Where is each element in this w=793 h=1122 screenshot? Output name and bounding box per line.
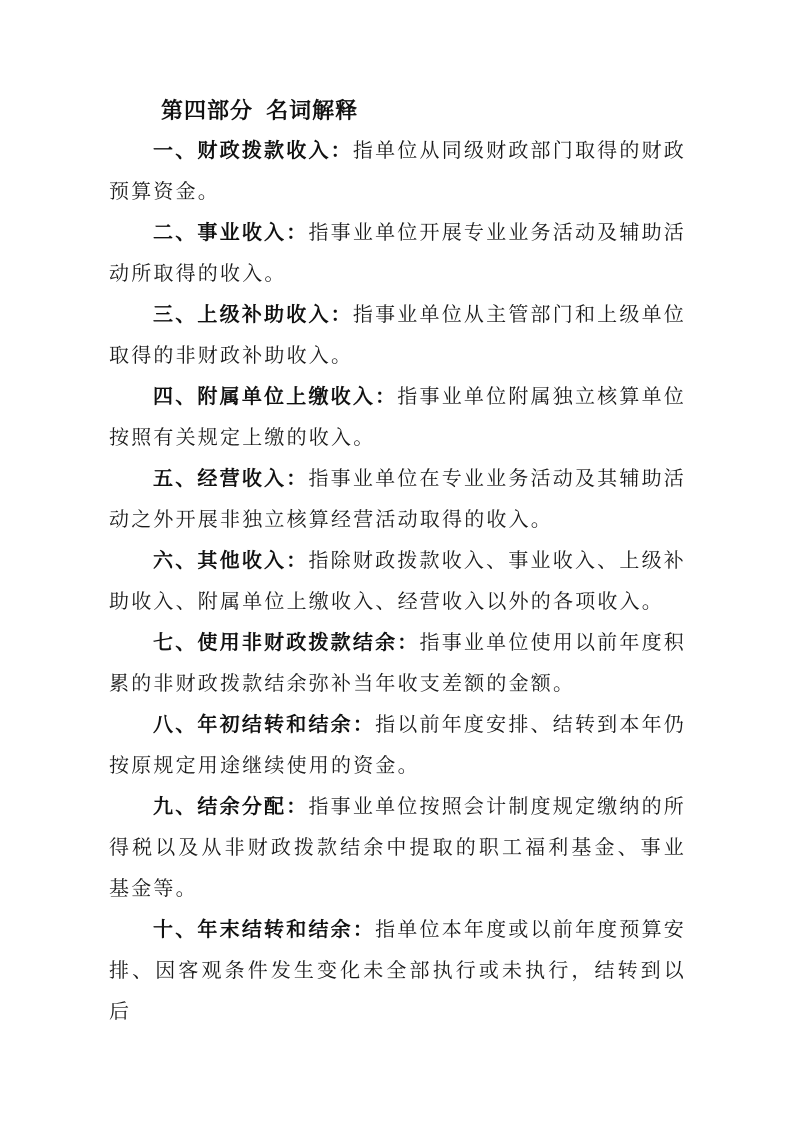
- page-content: [109, 90, 686, 1033]
- term-paragraph-5: [109, 459, 686, 541]
- term-definition-10: 指单位本年度或以前年度预算安排、因客观条件发生变化未全部执行或未执行，结转到以后: [109, 919, 686, 1023]
- term-name-10: 十、年末结转和结余：: [153, 919, 376, 941]
- term-paragraph-2: [109, 213, 686, 295]
- term-definition-7: 指事业单位使用以前年度积累的非财政拨款结余弥补当年收支差额的金额。: [109, 632, 686, 695]
- term-paragraph-3: [109, 295, 686, 377]
- term-paragraph-8: [109, 705, 686, 787]
- term-paragraph-1: [109, 131, 686, 213]
- term-definition-2: 指事业单位开展专业业务活动及辅助活动所取得的收入。: [109, 222, 686, 285]
- term-name-7: 七、使用非财政拨款结余：: [153, 632, 420, 654]
- term-definition-6: 指除财政拨款收入、事业收入、上级补助收入、附属单位上缴收入、经营收入以外的各项收入。: [109, 550, 686, 613]
- term-paragraph-9: [109, 787, 686, 910]
- term-definition-5: 指事业单位在专业业务活动及其辅助活动之外开展非独立核算经营活动取得的收入。: [109, 468, 686, 531]
- term-name-6: 六、其他收入：: [153, 550, 309, 572]
- term-paragraph-6: [109, 541, 686, 623]
- term-definition-4: 指事业单位附属独立核算单位按照有关规定上缴的收入。: [109, 386, 686, 449]
- term-definition-1: 指单位从同级财政部门取得的财政预算资金。: [109, 140, 686, 203]
- term-name-2: 二、事业收入：: [153, 222, 309, 244]
- term-name-9: 九、结余分配：: [153, 796, 309, 818]
- term-paragraph-4: [109, 377, 686, 459]
- term-paragraph-7: [109, 623, 686, 705]
- section-heading: 第四部分 名词解释: [161, 98, 359, 123]
- term-name-5: 五、经营收入：: [153, 468, 309, 490]
- term-name-1: 一、财政拨款收入：: [153, 140, 353, 162]
- term-definition-8: 指以前年度安排、结转到本年仍按原规定用途继续使用的资金。: [109, 714, 686, 777]
- term-paragraph-10: [109, 910, 686, 1033]
- term-definition-3: 指事业单位从主管部门和上级单位取得的非财政补助收入。: [109, 304, 686, 367]
- term-name-3: 三、上级补助收入：: [153, 304, 353, 326]
- term-name-8: 八、年初结转和结余：: [153, 714, 376, 736]
- term-definition-9: 指事业单位按照会计制度规定缴纳的所得税以及从非财政拨款结余中提取的职工福利基金、事业基金等。: [109, 796, 686, 900]
- term-name-4: 四、附属单位上缴收入：: [153, 386, 398, 408]
